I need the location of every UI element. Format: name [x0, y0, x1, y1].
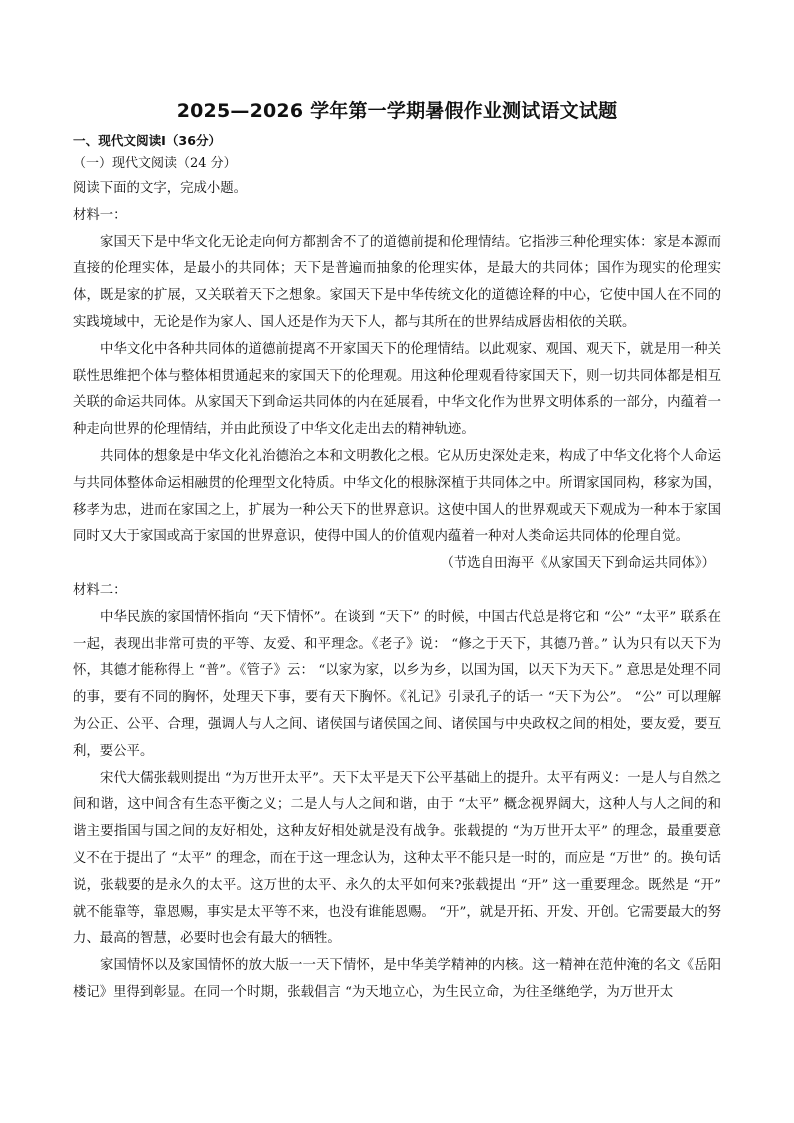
- source-citation: （节选自田海平《从家国天下到命运共同体》）: [440, 556, 715, 572]
- material-paragraph: 宋代大儒张载则提出 “为万世开太平”。天下太平是天下公平基础上的提升。太平有两义：一是人与自然之间和谐，这中间含有生态平衡之义；二是人与人之间和谐，由于 “太平” 概念视界阔大，这种人与人之间的和谐主要指国与国之间的友好相处，这种友好相处就是没有战争。张载提的 “为万世开太平” 的理念，最重要意义不在于提出了 “太平” 的理念，而在于这一理念认为，这种太平不能只是一时的，而应是 “万世” 的。换句话说，张载要的是永久的太平。这万世的太平、永久的太平如何来?张载提出 “开” 这一重要理念。既然是 “开” 就不能靠等，靠恩赐，事实是太平等不来，也没有谁能恩赐。 “开”，就是开拓、开发、开创。它需要最大的努力、最高的智慧，必要时也会有最大的牺牲。: [73, 770, 721, 947]
- material-label: 材料二：: [73, 582, 127, 598]
- section-heading: 一、现代文阅读Ⅰ（36分）: [73, 133, 222, 148]
- instruction-text: 阅读下面的文字，完成小题。: [73, 181, 248, 196]
- document-body: [73, 130, 721, 1007]
- subsection-heading: （一）现代文阅读（24 分）: [73, 156, 237, 171]
- exam-title: 2025—2026 学年第一学期暑假作业测试语文试题: [176, 100, 618, 122]
- material-paragraph: 共同体的想象是中华文化礼治德治之本和文明教化之根。它从历史深处走来，构成了中华文化将个人命运与共同体整体命运相融贯的伦理型文化特质。中华文化的根脉深植于共同体之中。所谓家国同构，移家为国，移孝为忠，进而在家国之上，扩展为一种公天下的世界意识。这使中国人的世界观或天下观成为一种本于家国同时又大于家国或高于家国的世界意识，使得中国人的价值观内蕴着一种对人类命运共同体的伦理自觉。: [73, 448, 721, 545]
- material-paragraph: 家国情怀以及家国情怀的放大版一一天下情怀，是中华美学精神的内核。这一精神在范仲淹的名文《岳阳楼记》里得到彰显。在同一个时期，张载倡言 “为天地立心，为生民立命，为往圣继绝学，为万世开太: [73, 958, 721, 1000]
- material-paragraph: 中华文化中各种共同体的道德前提离不开家国天下的伦理情结。以此观家、观国、观天下，就是用一种关联性思维把个体与整体相贯通起来的家国天下的伦理观。用这种伦理观看待家国天下，则一切共同体都是相互关联的命运共同体。从家国天下到命运共同体的内在延展看，中华文化作为世界文明体系的一部分，内蕴着一种走向世界的伦理情结，并由此预设了中华文化走出去的精神轨迹。: [73, 341, 721, 438]
- material-paragraph: 家国天下是中华文化无论走向何方都割舍不了的道德前提和伦理情结。它指涉三种伦理实体：家是本源而直接的伦理实体，是最小的共同体；天下是普遍而抽象的伦理实体，是最大的共同体；国作为现实的伦理实体，既是家的扩展，又关联着天下之想象。家国天下是中华传统文化的道德诠释的中心，它使中国人在不同的实践境域中，无论是作为家人、国人还是作为天下人，都与其所在的世界结成唇齿相依的关联。: [73, 234, 721, 330]
- material-paragraph: 中华民族的家国情怀指向 “天下情怀”。在谈到 “天下” 的时候，中国古代总是将它和 “公” “太平” 联系在一起，表现出非常可贵的平等、友爱、和平理念。《老子》说： “修之于天下，其德乃普。” 认为只有以天下为怀，其德才能称得上 “普”。《管子》云： “以家为家，以乡为乡，以国为国，以天下为天下。” 意思是处理不同的事，要有不同的胸怀，处理天下事，要有天下胸怀。《礼记》引录孔子的话一 “天下为公”。 “公” 可以理解为公正、公平、合理，强调人与人之间、诸侯国与诸侯国之间、诸侯国与中央政权之间的相处，要友爱，要互利，要公平。: [73, 609, 721, 759]
- material-label: 材料一：: [73, 207, 127, 223]
